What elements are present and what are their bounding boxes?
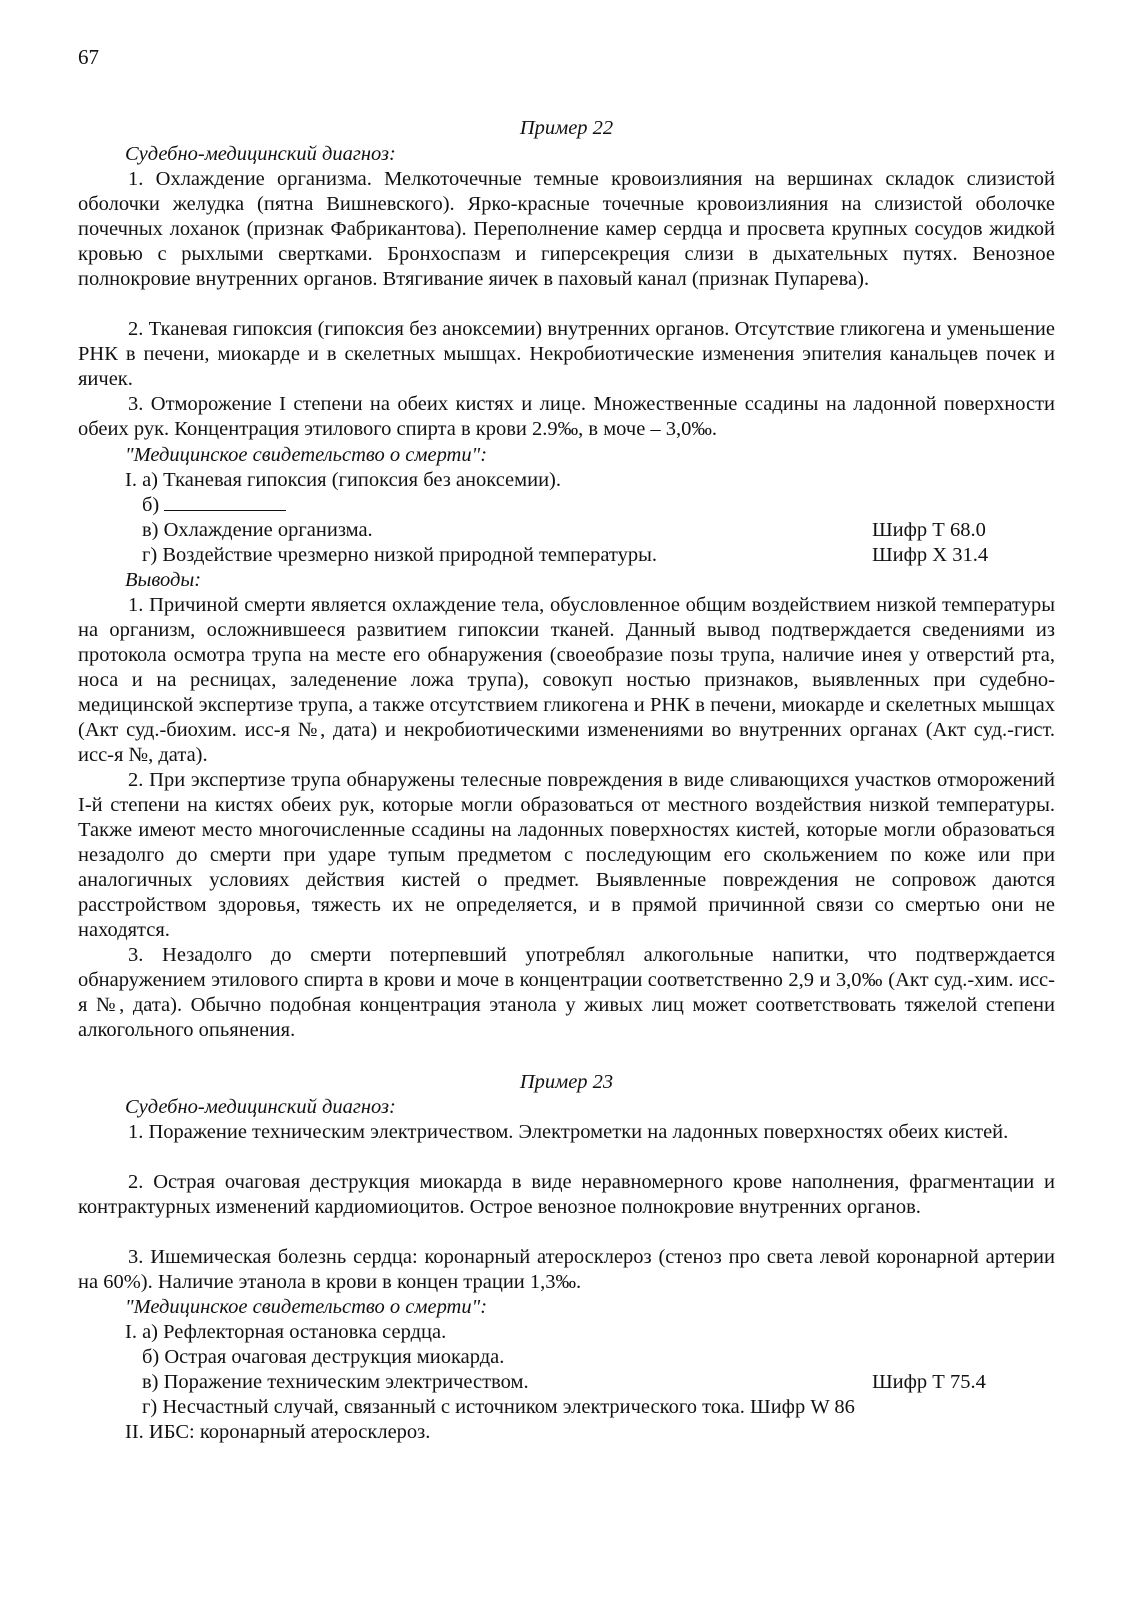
example-23-certificate-line-b: б) Острая очаговая деструкция миокарда. <box>142 1346 505 1368</box>
example-23-certificate-line-a: I. а) Рефлекторная остановка сердца. <box>125 1321 447 1343</box>
example-22-certificate-line-g: г) Воздействие чрезмерно низкой природной температуры. <box>142 544 657 566</box>
example-23-title: Пример 23 <box>519 1071 614 1093</box>
example-23-diagnosis-heading: Судебно-медицинский диагноз: <box>125 1096 396 1118</box>
example-22-certificate-line-b-label: б) <box>142 494 160 516</box>
example-22-certificate-code-v: Шифр Т 68.0 <box>872 519 986 541</box>
example-22-conclusion-1: 1. Причиной смерти является охлаждение тела, обусловленное общим воздействием низкой температуры на организм, осложнившееся развитием гипоксии тканей. Данный вывод подтверждается сведениями из протокола осмотра трупа на месте его обнаружения (своеобразие позы трупа, наличие инея у отверстий рта, носа и на ресницах, заледенение ложа трупа), совокуп ностью признаков, выявленных при судебно-медицинской экспертизе трупа, а также отсутствием гликогена и РНК в печени, миокарде и скелетных мышцах (Акт суд.-биохим. исс-я №, дата) и некробиотическими изменениями во внутренних органах (Акт суд.-гист. исс-я №, дата). <box>78 594 1055 767</box>
example-23-certificate-line-v: в) Поражение техническим электричеством. <box>142 1371 529 1393</box>
example-22-diagnosis-3: 3. Отморожение I степени на обеих кистях и лице. Множественные ссадины на ладонной поверхности обеих рук. Концентрация этилового спирта в крови 2.9‰, в моче – 3,0‰. <box>78 393 1055 441</box>
example-23-diagnosis-1: 1. Поражение техническим электричеством. Электрометки на ладонных поверхностях обеих кистей. <box>128 1121 1009 1143</box>
example-22-title: Пример 22 <box>519 117 614 139</box>
example-23-diagnosis-3: 3. Ишемическая болезнь сердца: коронарный атеросклероз (стеноз про света левой коронарной артерии на 60%). Наличие этанола в крови в концен трации 1,3‰. <box>78 1246 1055 1294</box>
example-23-certificate-line-g: г) Несчастный случай, связанный с источником электрического тока. Шифр W 86 <box>142 1396 855 1418</box>
example-22-diagnosis-heading: Судебно-медицинский диагноз: <box>125 143 396 165</box>
blank-line <box>164 493 286 511</box>
example-22-certificate-line-v: в) Охлаждение организма. <box>142 519 373 541</box>
example-22-certificate-line-b <box>142 493 286 518</box>
example-23-certificate-line-ii: II. ИБС: коронарный атеросклероз. <box>125 1421 431 1443</box>
example-22-certificate-code-g: Шифр Х 31.4 <box>872 544 989 566</box>
example-23-diagnosis-2: 2. Острая очаговая деструкция миокарда в виде неравномерного крове наполнения, фрагментации и контрактурных изменений кардиомиоцитов. Острое венозное полнокровие внутренних органов. <box>78 1171 1055 1219</box>
example-22-certificate-line-a: I. а) Тканевая гипоксия (гипоксия без аноксемии). <box>125 469 562 491</box>
page-number: 67 <box>78 45 99 69</box>
example-23-certificate-heading: "Медицинское свидетельство о смерти": <box>125 1296 488 1318</box>
example-22-diagnosis-1: 1. Охлаждение организма. Мелкоточечные темные кровоизлияния на вершинах складок слизистой оболочки желудка (пятна Вишневского). Ярко-красные точечные кровоизлияния на слизистой оболочке почечных лоханок (признак Фабрикантова). Переполнение камер сердца и просвета крупных сосудов жидкой кровью с рыхлыми свертками. Бронхоспазм и гиперсекреция слизи в дыхательных путях. Венозное полнокровие внутренних органов. Втягивание яичек в паховый канал (признак Пупарева). <box>78 168 1055 291</box>
example-22-certificate-heading: "Медицинское свидетельство о смерти": <box>125 444 488 466</box>
example-22-conclusions-heading: Выводы: <box>125 569 202 591</box>
example-22-diagnosis-2: 2. Тканевая гипоксия (гипоксия без аноксемии) внутренних органов. Отсутствие гликогена и уменьшение РНК в печени, миокарде и в скелетных мышцах. Некробиотические изменения эпителия канальцев почек и яичек. <box>78 318 1055 391</box>
example-22-conclusion-3: 3. Незадолго до смерти потерпевший употреблял алкогольные напитки, что подтверждается обнаружением этилового спирта в крови и моче в концентрации соответственно 2,9 и 3,0‰ (Акт суд.-хим. исс-я №, дата). Обычно подобная концентрация этанола у живых лиц может соответствовать тяжелой степени алкогольного опьянения. <box>78 944 1055 1042</box>
example-22-conclusion-2: 2. При экспертизе трупа обнаружены телесные повреждения в виде сливающихся участков отморожений I-й степени на кистях обеих рук, которые могли образоваться от местного воздействия низкой температуры. Также имеют место многочисленные ссадины на ладонных поверхностях кистей, которые могли образоваться незадолго до смерти при ударе тупым предметом с последующим его скольжением по коже или при аналогичных условиях действия кистей о предмет. Выявленные повреждения не сопровож даются расстройством здоровья, тяжесть их не определяется, и в прямой причинной связи со смертью они не находятся. <box>78 769 1055 942</box>
example-23-certificate-code-v: Шифр Т 75.4 <box>872 1371 986 1393</box>
